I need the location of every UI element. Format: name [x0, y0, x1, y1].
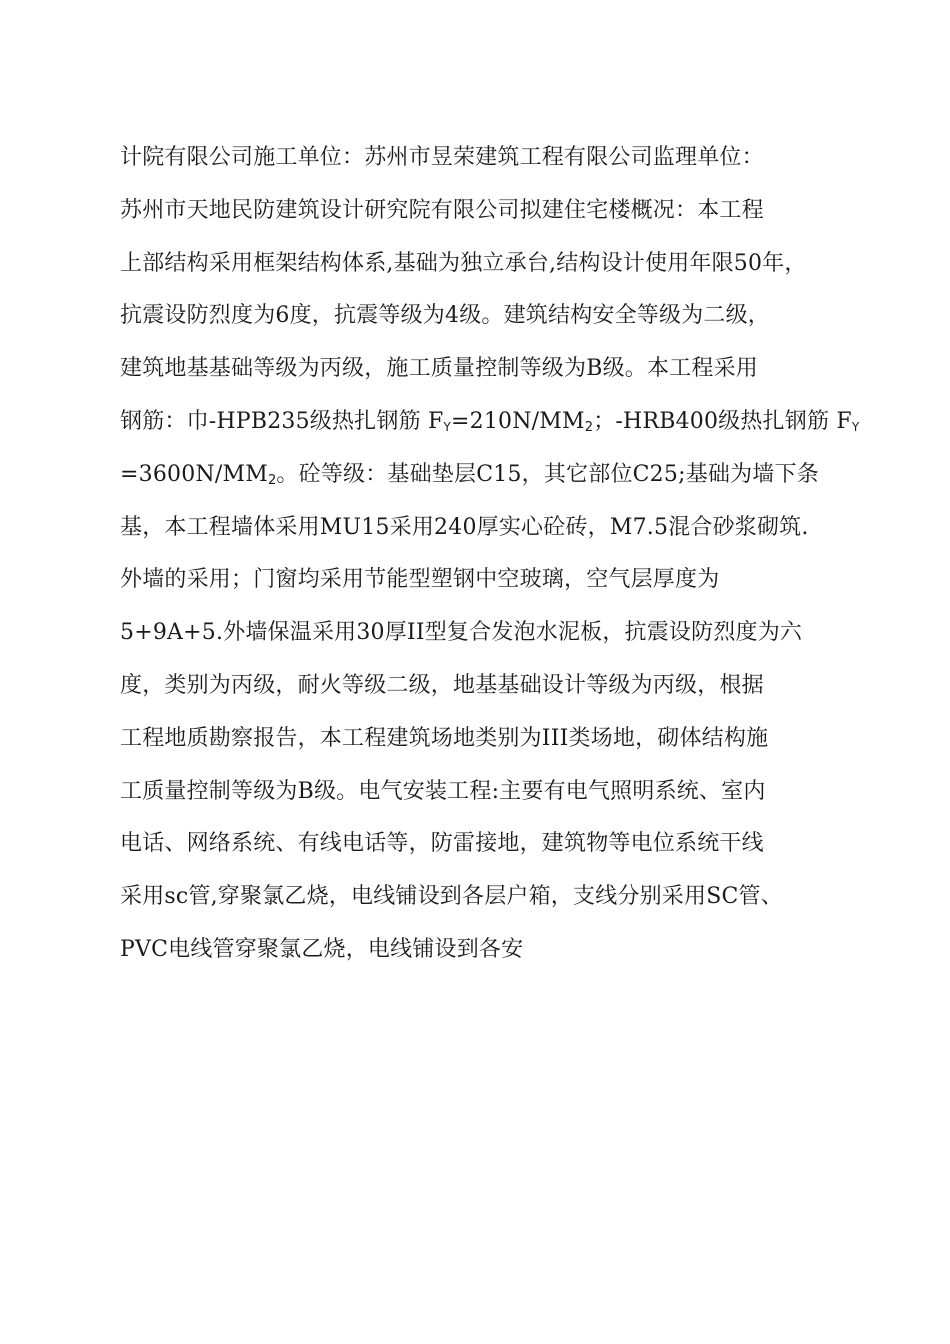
- rebar-spec-text-b: =210N/MM: [450, 408, 585, 434]
- text-line-15: 采用sc管,穿聚氯乙烧，电线铺设到各层户箱，支线分别采用SC管、: [120, 884, 783, 910]
- rebar-spec-text-c: ；-HRB400级热扎钢筋 F: [593, 408, 852, 434]
- text-line-5: 建筑地基基础等级为丙级，施工质量控制等级为B级。本工程采用: [120, 356, 758, 382]
- subscript-y: Y: [851, 419, 860, 434]
- subscript-2: 2: [584, 419, 594, 435]
- concrete-grade-text: 。砼等级：基础垫层C15，其它部位C25;基础为墙下条: [276, 461, 819, 487]
- text-line-13: 工质量控制等级为B级。电气安装工程:主要有电气照明系统、室内: [120, 778, 766, 804]
- text-line-7: [120, 457, 840, 510]
- text-line-11: 度，类别为丙级，耐火等级二级，地基基础设计等级为丙级，根据: [120, 672, 764, 698]
- body-paragraph: [120, 140, 860, 985]
- subscript-2: 2: [267, 472, 277, 488]
- strength-value-text: =3600N/MM: [120, 461, 268, 487]
- subscript-y: Y: [443, 419, 451, 434]
- text-line-4: 抗震设防烈度为6度，抗震等级为4级。建筑结构安全等级为二级，: [120, 303, 770, 329]
- text-line-3: 上部结构采用框架结构体系,基础为独立承台,结构设计使用年限50年，: [120, 250, 807, 276]
- text-line-16: PVC电线管穿聚氯乙烧，电线铺设到各安: [120, 936, 524, 962]
- rebar-spec-text-a: 钢筋：巾-HPB235级热扎钢筋 F: [120, 408, 444, 434]
- text-line-2: 苏州市天地民防建筑设计研究院有限公司拟建住宅楼概况：本工程: [120, 197, 764, 223]
- text-line-8: 基，本工程墙体采用MU15采用240厚实心砼砖，M7.5混合砂浆砌筑.: [120, 514, 809, 540]
- text-line-14: 电话、网络系统、有线电话等，防雷接地，建筑物等电位系统干线: [120, 831, 764, 857]
- text-line-12: 工程地质勘察报告，本工程建筑场地类别为III类场地，砌体结构施: [120, 725, 769, 751]
- text-line-6: [120, 404, 860, 457]
- text-line-9: 外墙的采用；门窗均采用节能型塑钢中空玻璃，空气层厚度为: [120, 567, 720, 593]
- text-line-10: 5+9A+5.外墙保温采用30厚II型复合发泡水泥板，抗震设防烈度为六: [120, 620, 803, 646]
- text-line-1: 计院有限公司施工单位：苏州市昱荣建筑工程有限公司监理单位：: [120, 145, 764, 170]
